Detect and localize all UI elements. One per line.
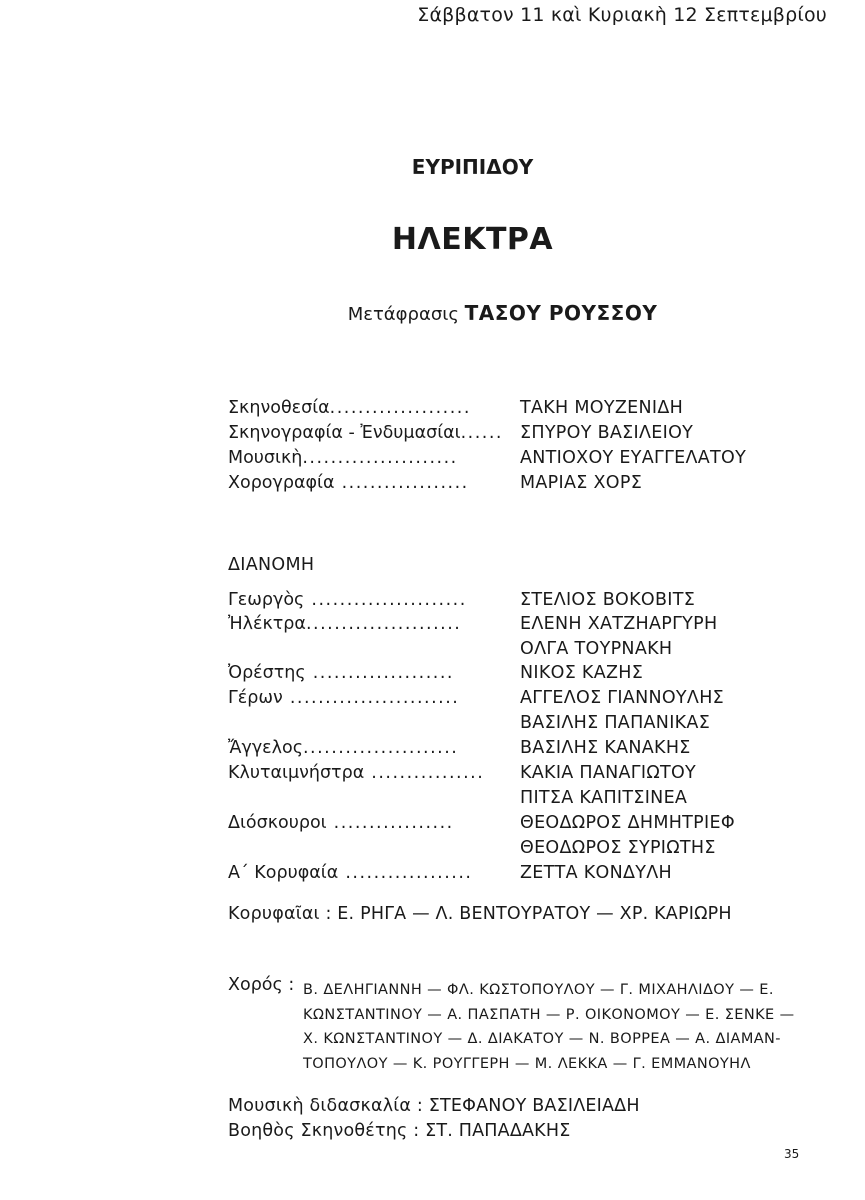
cast-actor: ΒΑΣΙΛΗΣ ΚΑΝΑΚΗΣ xyxy=(520,738,691,758)
cast-row xyxy=(228,788,688,808)
crew-role: Μουσικὴ xyxy=(228,448,303,468)
cast-actor: ΘΕΟΔΩΡΟΣ ΔΗΜΗΤΡΙΕΦ xyxy=(520,813,735,833)
leader-dots: .................. xyxy=(334,473,469,493)
leader-dots: ...... xyxy=(460,423,503,443)
cast-row xyxy=(228,738,691,763)
cast-row xyxy=(228,838,716,858)
cast-actor: ΠΙΤΣΑ ΚΑΠΙΤΣΙΝΕΑ xyxy=(520,788,688,808)
cast-actor: ΖΕΤΤΑ ΚΟΝΔΥΛΗ xyxy=(520,863,672,883)
crew-role: Σκηνογραφία - Ἐνδυμασίαι xyxy=(228,423,461,443)
cast-row xyxy=(228,813,735,838)
cast-actor: ΚΑΚΙΑ ΠΑΝΑΓΙΩΤΟΥ xyxy=(520,763,697,783)
leader-dots: ...................... xyxy=(304,590,467,610)
cast-row xyxy=(228,863,672,888)
leader-dots: ...................... xyxy=(302,448,458,468)
crew-row xyxy=(228,473,643,498)
author-name: ΕΥΡΙΠΙΔΟΥ xyxy=(411,155,534,179)
cast-row xyxy=(228,590,696,615)
music-teaching-credit: Μουσικὴ διδασκαλία : ΣΤΕΦΑΝΟΥ ΒΑΣΙΛΕΙΑΔΗ xyxy=(228,1096,640,1116)
crew-row xyxy=(228,448,747,473)
chorus-leaders: Κορυφαῖαι : Ε. ΡΗΓΑ — Λ. ΒΕΝΤΟΥΡΑΤΟΥ — ΧΡ. ΚΑΡΙΩΡΗ xyxy=(228,904,732,924)
chorus-line: ΤΟΠΟΥΛΟΥ — Κ. ΡΟΥΓΓΕΡΗ — Μ. ΛΕΚΚΑ — Γ. ΕΜΜΑΝΟΥΗΛ xyxy=(303,1055,751,1072)
cast-role: Ἄγγελος xyxy=(228,738,303,758)
leader-dots: .................... xyxy=(329,398,471,418)
page-number: 35 xyxy=(784,1147,800,1161)
cast-role: Διόσκουροι xyxy=(228,813,327,833)
leader-dots: ...................... xyxy=(302,738,459,758)
leader-dots: ...................... xyxy=(305,614,462,634)
cast-role: Κλυταιμνήστρα xyxy=(228,763,365,783)
leader-dots: ........................ xyxy=(282,688,460,708)
chorus-line: Χ. ΚΩΝΣΤΑΝΤΙΝΟΥ — Δ. ΔΙΑΚΑΤΟΥ — Ν. ΒΟΡΡΕΑ — Α. ΔΙΑΜΑΝ- xyxy=(303,1031,781,1047)
header-date: Σάββατον 11 καὶ Κυριακὴ 12 Σεπτεμβρίου xyxy=(417,4,827,26)
cast-row xyxy=(228,663,644,688)
cast-actor: ΕΛΕΝΗ ΧΑΤΖΗΑΡΓΥΡΗ xyxy=(520,614,718,634)
chorus-members xyxy=(303,978,823,1076)
leader-dots: .................... xyxy=(305,663,454,683)
crew-person: ΑΝΤΙΟΧΟΥ ΕΥΑΓΓΕΛΑΤΟΥ xyxy=(520,448,747,468)
cast-role: Ἠλέκτρα xyxy=(228,614,306,634)
cast-actor: ΝΙΚΟΣ ΚΑΖΗΣ xyxy=(520,663,644,683)
chorus-line: Β. ΔΕΛΗΓΙΑΝΝΗ — ΦΛ. ΚΩΣΤΟΠΟΥΛΟΥ — Γ. ΜΙΧΑΗΛΙΔΟΥ — Ε. xyxy=(303,982,774,998)
cast-role: Γεωργὸς xyxy=(228,590,305,610)
translation-credit xyxy=(0,301,865,325)
cast-row xyxy=(228,614,718,639)
cast-role: Ὀρέστης xyxy=(228,663,306,683)
cast-actor: ΣΤΕΛΙΟΣ ΒΟΚΟΒΙΤΣ xyxy=(520,590,696,610)
crew-person: ΜΑΡΙΑΣ ΧΟΡΣ xyxy=(520,473,643,493)
cast-row xyxy=(228,763,697,788)
chorus-line: ΚΩΝΣΤΑΝΤΙΝΟΥ — Α. ΠΑΣΠΑΤΗ — Ρ. ΟΙΚΟΝΟΜΟΥ — Ε. ΣΕΝΚΕ — xyxy=(303,1006,795,1023)
cast-row xyxy=(228,639,673,659)
crew-person: ΤΑΚΗ ΜΟΥΖΕΝΙΔΗ xyxy=(520,398,684,418)
cast-actor: ΒΑΣΙΛΗΣ ΠΑΠΑΝΙΚΑΣ xyxy=(520,713,711,733)
cast-actor: ΑΓΓΕΛΟΣ ΓΙΑΝΝΟΥΛΗΣ xyxy=(520,688,725,708)
cast-actor: ΟΛΓΑ ΤΟΥΡΝΑΚΗ xyxy=(520,639,673,659)
cast-role: Α΄ Κορυφαία xyxy=(228,863,339,883)
leader-dots: .................. xyxy=(338,863,473,883)
crew-row xyxy=(228,398,684,423)
cast-heading: ΔΙΑΝΟΜΗ xyxy=(228,555,315,575)
chorus-label: Χορός : xyxy=(228,975,295,995)
crew-row xyxy=(228,423,694,448)
translator-name: ΤΑΣΟΥ ΡΟΥΣΣΟΥ xyxy=(464,301,658,325)
assistant-director-credit: Βοηθὸς Σκηνοθέτης : ΣΤ. ΠΑΠΑΔΑΚΗΣ xyxy=(228,1121,571,1141)
leader-dots: ................. xyxy=(326,813,454,833)
translation-label: Μετάφρασις xyxy=(347,304,459,325)
cast-row xyxy=(228,713,711,733)
cast-role: Γέρων xyxy=(228,688,283,708)
play-title: ΗΛΕΚΤΡΑ xyxy=(391,222,554,257)
crew-person: ΣΠΥΡΟΥ ΒΑΣΙΛΕΙΟΥ xyxy=(520,423,694,443)
crew-role: Σκηνοθεσία xyxy=(228,398,330,418)
cast-row xyxy=(228,688,725,713)
leader-dots: ................ xyxy=(364,763,485,783)
crew-role: Χορογραφία xyxy=(228,473,335,493)
cast-actor: ΘΕΟΔΩΡΟΣ ΣΥΡΙΩΤΗΣ xyxy=(520,838,716,858)
